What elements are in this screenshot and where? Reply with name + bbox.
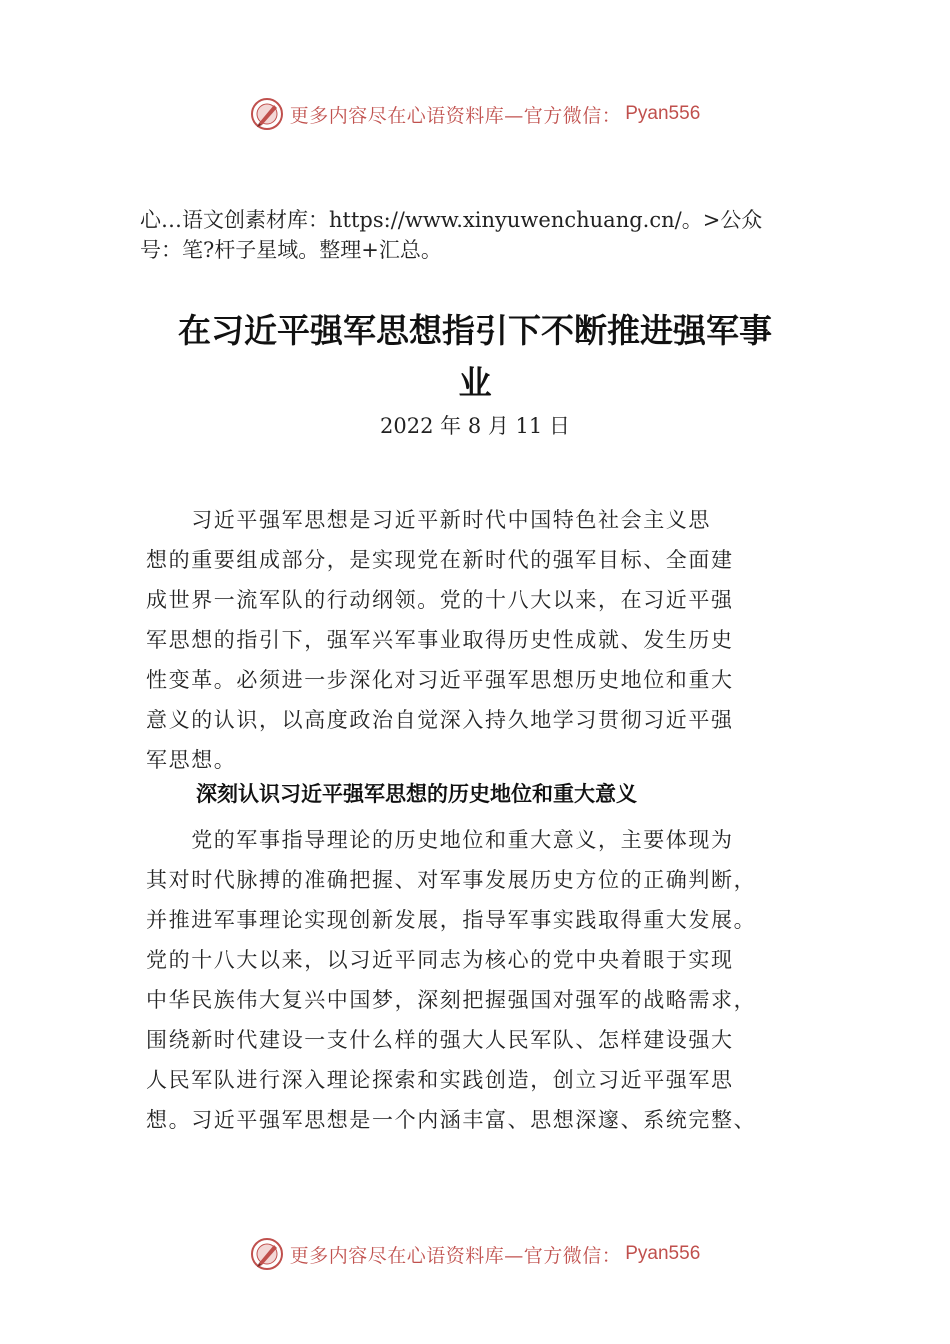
watermark-text: 更多内容尽在心语资料库—官方微信：	[289, 104, 622, 127]
watermark-wechat-id: Pyan556	[625, 1243, 701, 1264]
text-line: 并推进军事理论实现创新发展，指导军事实践取得重大发展。	[146, 908, 757, 932]
text-line: 其对时代脉搏的准确把握、对军事发展历史方位的正确判断，	[146, 868, 757, 892]
watermark-text: 更多内容尽在心语资料库—官方微信：	[289, 1244, 622, 1267]
text-line: 意义的认识，以高度政治自觉深入持久地学习贯彻习近平强	[146, 708, 734, 732]
source-note-line-2: 号：笔?杆子星域。整理+汇总。	[140, 238, 442, 262]
text-line: 党的十八大以来，以习近平同志为核心的党中央着眼于实现	[146, 948, 734, 972]
text-line: 想的重要组成部分，是实现党在新时代的强军目标、全面建	[146, 548, 734, 572]
text-line: 人民军队进行深入理论探索和实践创造，创立习近平强军思	[146, 1068, 734, 1092]
text-line: 性变革。必须进一步深化对习近平强军思想历史地位和重大	[146, 668, 734, 692]
text-line: 军思想的指引下，强军兴军事业取得历史性成就、发生历史	[146, 628, 734, 652]
text-line: 围绕新时代建设一支什么样的强大人民军队、怎样建设强大	[146, 1028, 734, 1052]
section-heading: 深刻认识习近平强军思想的历史地位和重大意义	[196, 782, 637, 806]
title-line-2: 业	[458, 363, 492, 402]
text-line: 军思想。	[146, 748, 237, 772]
text-line: 想。习近平强军思想是一个内涵丰富、思想深邃、系统完整、	[146, 1108, 757, 1132]
text-line: 中华民族伟大复兴中国梦，深刻把握强国对强军的战略需求，	[146, 988, 757, 1012]
watermark-wechat-id: Pyan556	[625, 103, 701, 124]
text-line: 党的军事指导理论的历史地位和重大意义，主要体现为	[146, 828, 734, 852]
header-watermark	[0, 96, 950, 132]
document-date: 2022 年 8 月 11 日	[380, 414, 570, 438]
title-line-1: 在习近平强军思想指引下不断推进强军事	[178, 311, 772, 350]
paragraph-2	[146, 820, 816, 1140]
pen-seal-icon	[250, 97, 284, 131]
source-note	[140, 205, 840, 265]
document-title	[140, 305, 810, 409]
pen-seal-icon	[250, 1237, 284, 1271]
source-note-line-1: 心…语文创素材库：https://www.xinyuwenchuang.cn/。>公众	[140, 208, 763, 232]
text-line: 成世界一流军队的行动纲领。党的十八大以来，在习近平强	[146, 588, 734, 612]
paragraph-1	[146, 500, 816, 780]
text-line: 习近平强军思想是习近平新时代中国特色社会主义思	[146, 508, 711, 532]
footer-watermark	[0, 1236, 950, 1272]
